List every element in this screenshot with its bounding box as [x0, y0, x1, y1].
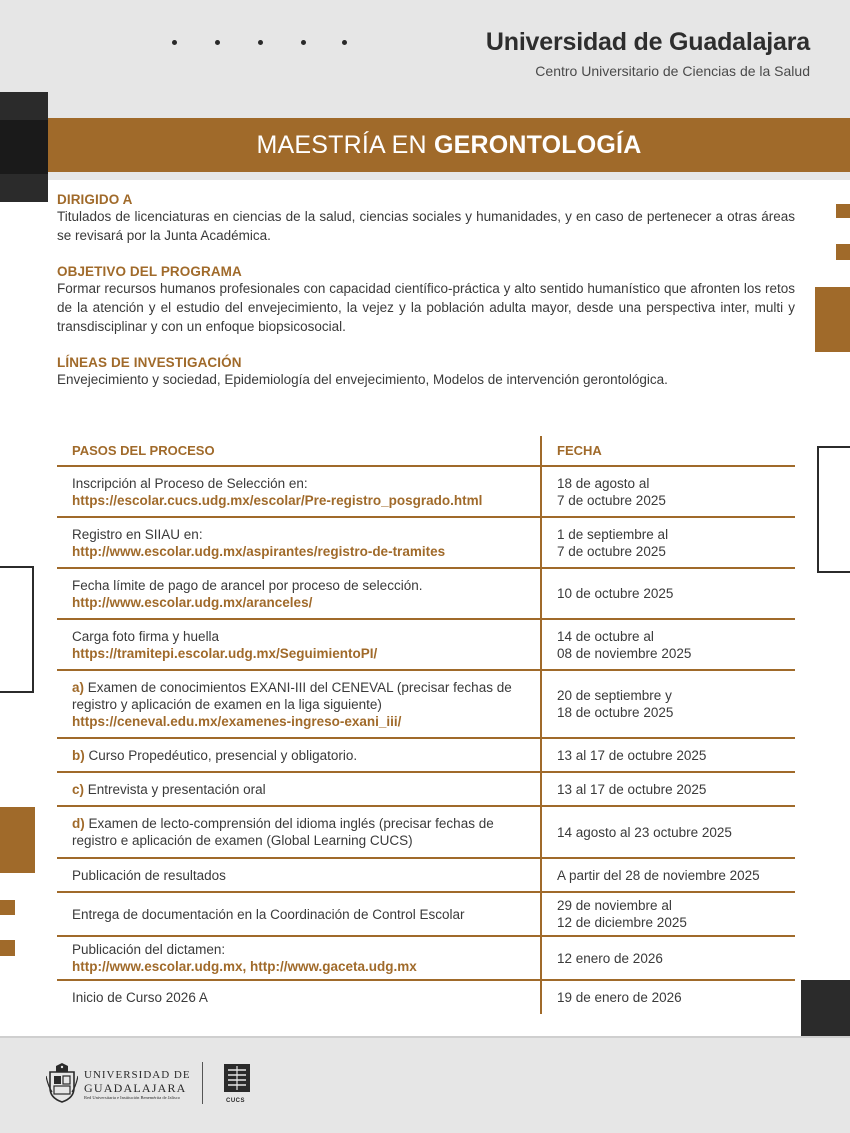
table-row [57, 517, 795, 568]
step-text: Publicación del dictamen: [72, 942, 226, 957]
table-row [57, 670, 795, 738]
step-cell [57, 892, 541, 936]
table-row [57, 806, 795, 858]
lineas-text: Envejecimiento y sociedad, Epidemiología del envejecimiento, Modelos de intervención gerontológica. [57, 372, 668, 387]
table-row [57, 568, 795, 619]
dirigido-text: Titulados de licenciaturas en ciencias de la salud, ciencias sociales y humanidades, y en caso de pertenecer a otras áreas se revisará por la Junta Académica. [57, 209, 795, 243]
step-description [72, 679, 525, 713]
step-text: Registro en SIIAU en: [72, 526, 203, 542]
step-text: Publicación de resultados [72, 867, 226, 883]
deco-square-right-1 [836, 204, 850, 218]
step-description [72, 475, 525, 492]
date-line: 14 agosto al 23 octubre 2025 [557, 824, 732, 840]
date-cell [541, 738, 795, 772]
step-description [72, 747, 525, 764]
step-description [72, 526, 525, 543]
step-text: Inscripción al Proceso de Selección en: [72, 475, 308, 491]
step-cell [57, 936, 541, 980]
deco-outline-right [817, 446, 850, 573]
deco-square-left-1 [0, 900, 15, 915]
deco-outline-left [0, 566, 34, 693]
date-cell [541, 568, 795, 619]
step-link[interactable]: http://www.escolar.udg.mx, http://www.gaceta.udg.mx [72, 959, 417, 974]
step-cell [57, 772, 541, 806]
date-line: 1 de septiembre al [557, 526, 669, 542]
deco-square-left-2 [0, 940, 15, 956]
step-cell [57, 806, 541, 858]
date-cell [541, 517, 795, 568]
deco-block-left-gold [0, 807, 35, 873]
step-cell [57, 980, 541, 1014]
step-description [72, 815, 525, 849]
date-line: 14 de octubre al [557, 628, 654, 644]
step-label: c) [72, 781, 85, 797]
logo-text-line3: Red Universitaria e Institución Benemérita de Jalisco [84, 1095, 180, 1100]
date-line: 12 de diciembre 2025 [557, 915, 687, 930]
step-text: Entrega de documentación en la Coordinación de Control Escolar [72, 906, 465, 922]
logo-text-line2: GUADALAJARA [84, 1081, 187, 1095]
step-text: Examen de conocimientos EXANI-III del CENEVAL (precisar fechas de registro y aplicación de examen en la liga siguiente) [72, 679, 512, 712]
step-label: b) [72, 747, 85, 763]
step-cell [57, 619, 541, 670]
step-description [72, 989, 525, 1006]
step-link[interactable]: http://www.escolar.udg.mx/aspirantes/registro-de-tramites [72, 543, 446, 559]
date-line: 7 de octubre 2025 [557, 492, 666, 508]
date-cell [541, 772, 795, 806]
university-name: Universidad de Guadalajara [485, 28, 810, 56]
dirigido-heading: DIRIGIDO A [57, 192, 133, 207]
table-row [57, 980, 795, 1014]
step-link[interactable]: https://escolar.cucs.udg.mx/escolar/Pre-registro_posgrado.html [72, 492, 483, 508]
step-description [72, 577, 525, 594]
step-text: Fecha límite de pago de arancel por proceso de selección. [72, 577, 423, 593]
step-description [72, 941, 525, 958]
step-text: Entrevista y presentación oral [87, 781, 266, 797]
program-title: MAESTRÍA EN GERONTOLOGÍA [48, 118, 850, 172]
logo-text-line1: UNIVERSIDAD DE [84, 1069, 191, 1081]
date-line: 7 de octubre 2025 [557, 543, 666, 559]
deco-block-right-gold [815, 287, 850, 352]
col-header-date: FECHA [541, 436, 795, 466]
table-row [57, 466, 795, 517]
date-line: 13 al 17 de octubre 2025 [557, 781, 707, 797]
cucs-label: CUCS [226, 1098, 246, 1104]
step-label: a) [72, 679, 85, 695]
date-line: 13 al 17 de octubre 2025 [557, 747, 707, 763]
step-text: Examen de lecto-comprensión del idioma inglés (precisar fechas de registro e aplicación de examen (Global Learning CUCS) [72, 816, 494, 848]
table-header-row [57, 436, 795, 466]
step-link[interactable]: http://www.escolar.udg.mx/aranceles/ [72, 594, 313, 610]
date-line: 08 de noviembre 2025 [557, 645, 692, 661]
step-cell [57, 858, 541, 892]
objetivo-heading: OBJETIVO DEL PROGRAMA [57, 264, 242, 279]
step-description [72, 781, 525, 798]
center-name: Centro Universitario de Ciencias de la Salud [535, 63, 810, 79]
date-line: 18 de octubre 2025 [557, 705, 674, 720]
date-line: 29 de noviembre al [557, 898, 672, 913]
footer-logo-divider [202, 1062, 203, 1104]
date-line: 20 de septiembre y [557, 688, 672, 703]
date-cell [541, 858, 795, 892]
date-cell [541, 892, 795, 936]
step-description [72, 867, 525, 884]
deco-block-darker [0, 120, 48, 174]
date-cell [541, 670, 795, 738]
date-line: A partir del 28 de noviembre 2025 [557, 867, 760, 883]
step-label: d) [72, 816, 85, 831]
date-cell [541, 980, 795, 1014]
date-cell [541, 936, 795, 980]
step-link[interactable]: https://ceneval.edu.mx/examenes-ingreso-exani_iii/ [72, 713, 402, 729]
date-line: 10 de octubre 2025 [557, 586, 674, 601]
table-row [57, 936, 795, 980]
table-row [57, 738, 795, 772]
date-cell [541, 619, 795, 670]
table-row [57, 619, 795, 670]
date-cell [541, 466, 795, 517]
table-row [57, 772, 795, 806]
date-line: 19 de enero de 2026 [557, 990, 682, 1005]
date-line: 12 enero de 2026 [557, 950, 663, 966]
table-row [57, 892, 795, 936]
step-cell [57, 517, 541, 568]
objetivo-text: Formar recursos humanos profesionales con capacidad científico-práctica y alto sentido humanístico que afronten los retos de la atención y el estudio del envejecimiento, la vejez y la población adulta mayor, desde una perspectiva inter, multi y transdisciplinar y con un enfoque biopsicosocial. [57, 281, 795, 334]
step-text: Curso Propedéutico, presencial y obligatorio. [88, 747, 358, 763]
lineas-heading: LÍNEAS DE INVESTIGACIÓN [57, 355, 242, 370]
step-text: Carga foto firma y huella [72, 628, 220, 644]
cucs-emblem-icon [222, 1062, 252, 1098]
step-cell [57, 466, 541, 517]
step-description [72, 628, 525, 645]
step-cell [57, 568, 541, 619]
col-header-steps: PASOS DEL PROCESO [57, 436, 541, 466]
step-description [72, 906, 525, 923]
date-cell [541, 806, 795, 858]
process-table [57, 436, 795, 1014]
step-link[interactable]: https://tramitepi.escolar.udg.mx/SeguimientoPI/ [72, 645, 378, 661]
udg-seal-icon [46, 1062, 78, 1104]
step-cell [57, 670, 541, 738]
program-info [57, 192, 795, 389]
table-row [57, 858, 795, 892]
step-text: Inicio de Curso 2026 A [72, 990, 208, 1005]
date-line: 18 de agosto al [557, 475, 650, 491]
deco-square-right-2 [836, 244, 850, 260]
step-cell [57, 738, 541, 772]
